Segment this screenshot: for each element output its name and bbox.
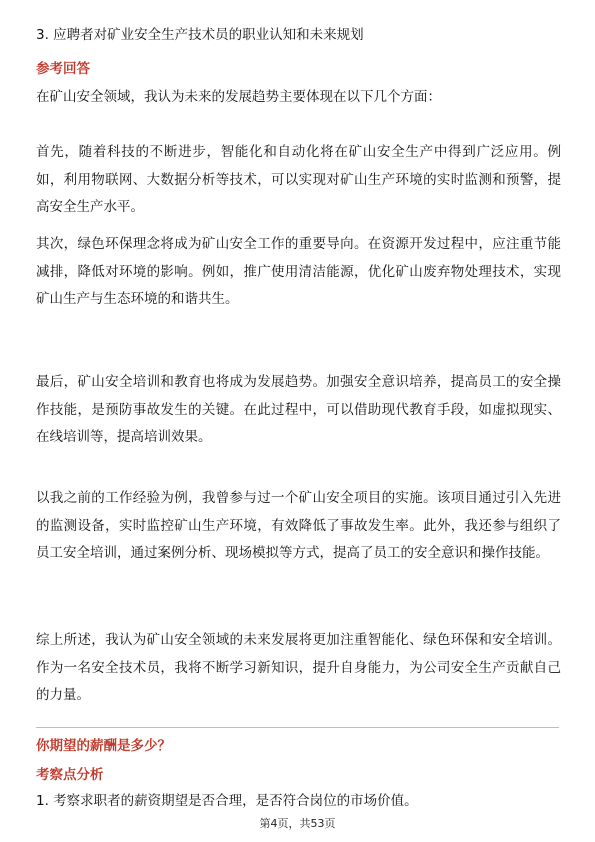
question-title: 3. 应聘者对矿业安全生产技术员的职业认知和未来规划 bbox=[36, 27, 364, 43]
answer-paragraph-4: 以我之前的工作经验为例，我曾参与过一个矿山安全项目的实施。该项目通过引入先进的监测设备，实时监控矿山生产环境，有效降低了事故发生率。此外，我还参与组织了员工安全培训，通过案例分析、现场模拟等方式，提高了员工的安全意识和操作技能。 bbox=[36, 490, 561, 561]
analysis-label: 考察点分析 bbox=[36, 767, 104, 783]
answer-paragraph-1: 首先，随着科技的不断进步，智能化和自动化将在矿山安全生产中得到广泛应用。例如，利用物联网、大数据分析等技术，可以实现对矿山生产环境的实时监测和预警，提高安全生产水平。 bbox=[36, 144, 561, 215]
answer-paragraph-2: 其次，绿色环保理念将成为矿山安全工作的重要导向。在资源开发过程中，应注重节能减排，降低对环境的影响。例如，推广使用清洁能源，优化矿山废弃物处理技术，实现矿山生产与生态环境的和谐共生。 bbox=[36, 236, 561, 307]
answer-paragraph-5: 综上所述，我认为矿山安全领域的未来发展将更加注重智能化、绿色环保和安全培训。作为一名安全技术员，我将不断学习新知识，提升自身能力，为公司安全生产贡献自己的力量。 bbox=[36, 632, 561, 703]
next-question-title: 你期望的薪酬是多少？ bbox=[36, 738, 171, 754]
answer-paragraph-intro: 在矿山安全领域，我认为未来的发展趋势主要体现在以下几个方面： bbox=[36, 89, 441, 105]
page-number: 第4页，共53页 bbox=[259, 817, 336, 830]
answer-paragraph-3: 最后，矿山安全培训和教育也将成为发展趋势。加强安全意识培养，提高员工的安全操作技能，是预防事故发生的关键。在此过程中，可以借助现代教育手段，如虚拟现实、在线培训等，提高培训效果。 bbox=[36, 374, 561, 445]
section-divider bbox=[36, 727, 559, 728]
analysis-item-1: 1. 考察求职者的薪资期望是否合理，是否符合岗位的市场价值。 bbox=[36, 793, 418, 809]
reference-answer-label: 参考回答 bbox=[36, 61, 90, 77]
